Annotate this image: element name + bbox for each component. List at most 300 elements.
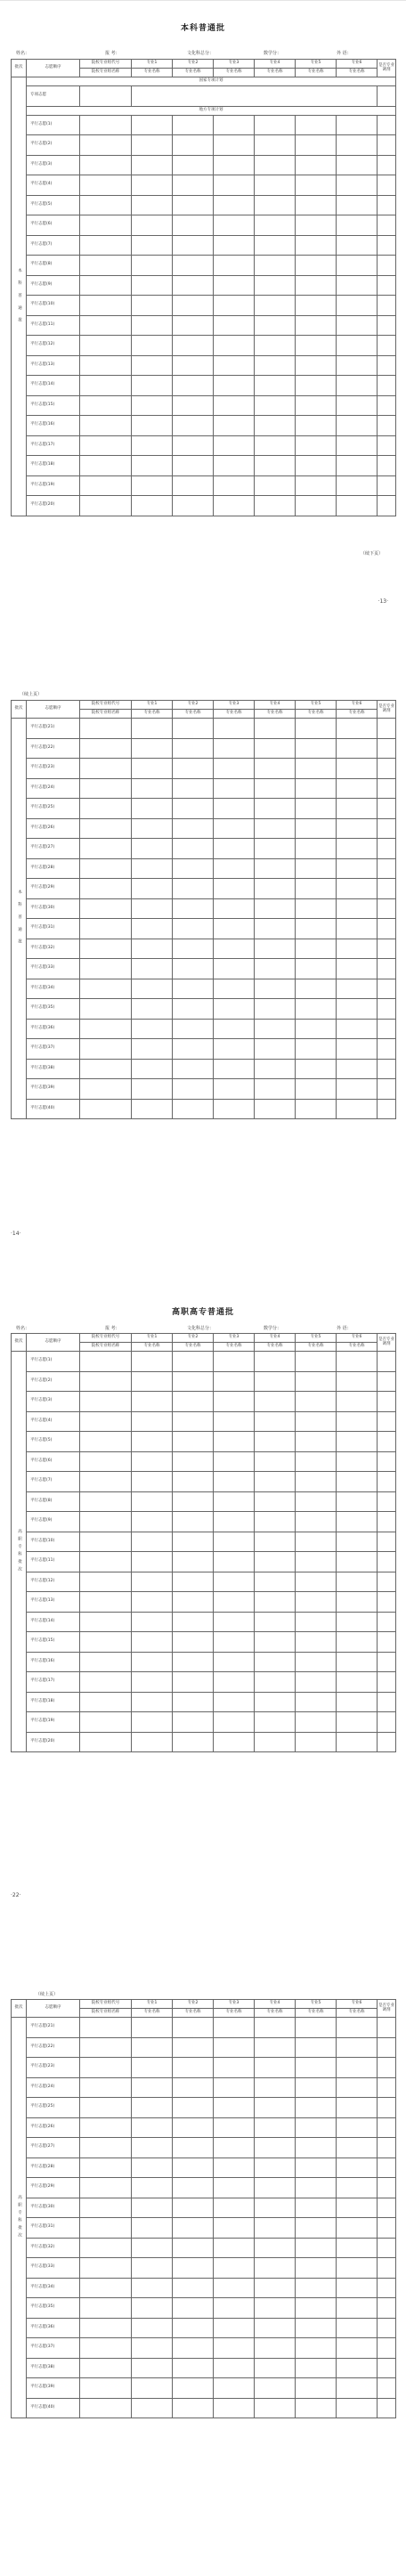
cell[interactable] <box>80 1652 132 1672</box>
cell[interactable] <box>80 2058 132 2078</box>
cell[interactable] <box>255 175 296 196</box>
cell[interactable] <box>80 999 132 1020</box>
cell[interactable] <box>132 939 173 959</box>
cell[interactable] <box>296 235 337 256</box>
cell[interactable] <box>296 1411 337 1432</box>
cell[interactable] <box>378 2398 396 2418</box>
cell[interactable] <box>378 1411 396 1432</box>
cell[interactable] <box>296 296 337 316</box>
cell[interactable] <box>173 818 214 839</box>
cell[interactable] <box>80 1079 132 1100</box>
cell[interactable] <box>337 2178 378 2198</box>
cell[interactable] <box>296 959 337 979</box>
cell[interactable] <box>255 256 296 276</box>
cell[interactable] <box>296 215 337 236</box>
cell[interactable] <box>255 195 296 215</box>
cell[interactable] <box>255 1059 296 1079</box>
cell[interactable] <box>296 395 337 416</box>
cell[interactable] <box>296 2018 337 2038</box>
cell[interactable] <box>80 2098 132 2118</box>
cell[interactable] <box>173 999 214 1020</box>
cell[interactable] <box>173 416 214 436</box>
cell[interactable] <box>378 919 396 939</box>
cell[interactable] <box>132 1491 173 1512</box>
cell[interactable] <box>255 1099 296 1119</box>
cell[interactable] <box>214 215 255 236</box>
cell[interactable] <box>80 215 132 236</box>
cell[interactable] <box>337 759 378 779</box>
cell[interactable] <box>378 858 396 879</box>
cell[interactable] <box>173 1612 214 1632</box>
cell[interactable] <box>132 959 173 979</box>
cell[interactable] <box>173 2198 214 2218</box>
cell[interactable] <box>132 2178 173 2198</box>
cell[interactable] <box>80 839 132 859</box>
cell[interactable] <box>255 759 296 779</box>
cell[interactable] <box>80 2138 132 2158</box>
cell[interactable] <box>337 115 378 135</box>
cell[interactable] <box>378 898 396 919</box>
cell[interactable] <box>337 2318 378 2338</box>
cell[interactable] <box>378 999 396 1020</box>
cell[interactable] <box>255 879 296 899</box>
cell[interactable] <box>378 336 396 356</box>
cell[interactable] <box>378 1491 396 1512</box>
cell[interactable] <box>80 1491 132 1512</box>
cell[interactable] <box>132 256 173 276</box>
cell[interactable] <box>214 2318 255 2338</box>
cell[interactable] <box>378 1572 396 1592</box>
cell[interactable] <box>337 496 378 516</box>
cell[interactable] <box>378 2098 396 2118</box>
cell[interactable] <box>173 1652 214 1672</box>
cell[interactable] <box>378 1552 396 1572</box>
cell[interactable] <box>296 475 337 496</box>
cell[interactable] <box>337 1411 378 1432</box>
cell[interactable] <box>214 858 255 879</box>
cell[interactable] <box>214 2298 255 2319</box>
cell[interactable] <box>255 2298 296 2319</box>
cell[interactable] <box>80 2117 132 2138</box>
cell[interactable] <box>255 1672 296 1693</box>
cell[interactable] <box>296 2238 337 2258</box>
cell[interactable] <box>132 1039 173 1060</box>
cell[interactable] <box>214 1592 255 1613</box>
cell[interactable] <box>255 355 296 376</box>
cell[interactable] <box>173 135 214 156</box>
cell[interactable] <box>80 2037 132 2058</box>
cell[interactable] <box>132 1692 173 1712</box>
cell[interactable] <box>173 1392 214 1412</box>
cell[interactable] <box>214 1411 255 1432</box>
cell[interactable] <box>80 818 132 839</box>
cell[interactable] <box>337 2258 378 2279</box>
cell[interactable] <box>214 1652 255 1672</box>
cell[interactable] <box>255 1432 296 1452</box>
cell[interactable] <box>214 738 255 759</box>
cell[interactable] <box>214 778 255 799</box>
cell[interactable] <box>132 395 173 416</box>
cell[interactable] <box>173 155 214 175</box>
cell[interactable] <box>132 738 173 759</box>
cell[interactable] <box>378 1352 396 1372</box>
cell[interactable] <box>80 296 132 316</box>
cell[interactable] <box>255 1371 296 1392</box>
cell[interactable] <box>80 1692 132 1712</box>
cell[interactable] <box>80 435 132 456</box>
cell[interactable] <box>173 959 214 979</box>
cell[interactable] <box>173 1512 214 1532</box>
cell[interactable] <box>378 2018 396 2038</box>
cell[interactable] <box>80 355 132 376</box>
cell[interactable] <box>378 2138 396 2158</box>
cell[interactable] <box>337 2077 378 2098</box>
cell[interactable] <box>255 2218 296 2239</box>
cell[interactable] <box>214 1432 255 1452</box>
cell[interactable] <box>296 1392 337 1412</box>
cell[interactable] <box>378 2058 396 2078</box>
cell[interactable] <box>378 2258 396 2279</box>
cell[interactable] <box>80 376 132 396</box>
cell[interactable] <box>296 1632 337 1653</box>
cell[interactable] <box>132 296 173 316</box>
cell[interactable] <box>296 858 337 879</box>
cell[interactable] <box>378 818 396 839</box>
cell[interactable] <box>337 135 378 156</box>
cell[interactable] <box>255 376 296 396</box>
cell[interactable] <box>337 1692 378 1712</box>
cell[interactable] <box>296 456 337 476</box>
cell[interactable] <box>173 2158 214 2178</box>
cell[interactable] <box>173 1532 214 1552</box>
cell[interactable] <box>132 2358 173 2378</box>
cell[interactable] <box>80 719 132 739</box>
cell[interactable] <box>80 2158 132 2178</box>
cell[interactable] <box>173 2037 214 2058</box>
cell[interactable] <box>132 1732 173 1752</box>
cell[interactable] <box>296 336 337 356</box>
cell[interactable] <box>255 1411 296 1432</box>
cell[interactable] <box>132 839 173 859</box>
cell[interactable] <box>80 2077 132 2098</box>
cell[interactable] <box>255 2158 296 2178</box>
cell[interactable] <box>214 1472 255 1492</box>
cell[interactable] <box>80 235 132 256</box>
cell[interactable] <box>173 1672 214 1693</box>
cell[interactable] <box>255 2238 296 2258</box>
cell[interactable] <box>378 86 396 107</box>
cell[interactable] <box>80 496 132 516</box>
cell[interactable] <box>80 1672 132 1693</box>
cell[interactable] <box>132 376 173 396</box>
cell[interactable] <box>173 1491 214 1512</box>
cell[interactable] <box>296 799 337 819</box>
cell[interactable] <box>214 256 255 276</box>
cell[interactable] <box>337 456 378 476</box>
cell[interactable] <box>173 1692 214 1712</box>
cell[interactable] <box>337 395 378 416</box>
cell[interactable] <box>378 1592 396 1613</box>
cell[interactable] <box>255 2378 296 2399</box>
cell[interactable] <box>378 1732 396 1752</box>
cell[interactable] <box>214 1712 255 1733</box>
cell[interactable] <box>337 2117 378 2138</box>
cell[interactable] <box>214 1552 255 1572</box>
cell[interactable] <box>255 799 296 819</box>
cell[interactable] <box>296 2398 337 2418</box>
cell[interactable] <box>296 2098 337 2118</box>
cell[interactable] <box>378 2158 396 2178</box>
cell[interactable] <box>378 155 396 175</box>
cell[interactable] <box>255 2058 296 2078</box>
cell[interactable] <box>337 315 378 336</box>
cell[interactable] <box>214 1632 255 1653</box>
cell[interactable] <box>337 355 378 376</box>
cell[interactable] <box>173 315 214 336</box>
cell[interactable] <box>378 738 396 759</box>
cell[interactable] <box>80 2258 132 2279</box>
cell[interactable] <box>80 759 132 779</box>
cell[interactable] <box>255 2037 296 2058</box>
cell[interactable] <box>296 1732 337 1752</box>
cell[interactable] <box>214 1512 255 1532</box>
cell[interactable] <box>378 1512 396 1532</box>
cell[interactable] <box>214 1019 255 1039</box>
cell[interactable] <box>337 1672 378 1693</box>
cell[interactable] <box>214 2398 255 2418</box>
cell[interactable] <box>337 858 378 879</box>
cell[interactable] <box>337 1019 378 1039</box>
cell[interactable] <box>173 456 214 476</box>
cell[interactable] <box>296 1532 337 1552</box>
cell[interactable] <box>296 135 337 156</box>
cell[interactable] <box>255 818 296 839</box>
cell[interactable] <box>378 2238 396 2258</box>
cell[interactable] <box>378 195 396 215</box>
cell[interactable] <box>255 2278 296 2298</box>
cell[interactable] <box>296 376 337 396</box>
cell[interactable] <box>132 1019 173 1039</box>
cell[interactable] <box>378 256 396 276</box>
cell[interactable] <box>132 2238 173 2258</box>
cell[interactable] <box>296 839 337 859</box>
cell[interactable] <box>337 2218 378 2239</box>
cell[interactable] <box>378 2338 396 2359</box>
cell[interactable] <box>337 2398 378 2418</box>
cell[interactable] <box>296 898 337 919</box>
cell[interactable] <box>80 1472 132 1492</box>
cell[interactable] <box>296 979 337 999</box>
cell[interactable] <box>296 738 337 759</box>
cell[interactable] <box>214 1352 255 1372</box>
cell[interactable] <box>378 115 396 135</box>
cell[interactable] <box>214 2378 255 2399</box>
cell[interactable] <box>214 759 255 779</box>
cell[interactable] <box>337 336 378 356</box>
cell[interactable] <box>80 315 132 336</box>
cell[interactable] <box>214 2178 255 2198</box>
cell[interactable] <box>337 195 378 215</box>
cell[interactable] <box>214 1491 255 1512</box>
cell[interactable] <box>255 416 296 436</box>
cell[interactable] <box>173 1472 214 1492</box>
cell[interactable] <box>337 256 378 276</box>
cell[interactable] <box>80 1512 132 1532</box>
cell[interactable] <box>214 818 255 839</box>
cell[interactable] <box>80 2298 132 2319</box>
cell[interactable] <box>378 879 396 899</box>
cell[interactable] <box>173 1592 214 1613</box>
cell[interactable] <box>173 2338 214 2359</box>
cell[interactable] <box>296 2037 337 2058</box>
cell[interactable] <box>378 2358 396 2378</box>
cell[interactable] <box>255 496 296 516</box>
cell[interactable] <box>173 355 214 376</box>
cell[interactable] <box>255 2077 296 2098</box>
cell[interactable] <box>378 496 396 516</box>
cell[interactable] <box>214 2138 255 2158</box>
cell[interactable] <box>378 2298 396 2319</box>
cell[interactable] <box>80 1039 132 1060</box>
cell[interactable] <box>214 879 255 899</box>
cell[interactable] <box>378 376 396 396</box>
cell[interactable] <box>296 1451 337 1472</box>
cell[interactable] <box>255 1491 296 1512</box>
cell[interactable] <box>337 2238 378 2258</box>
cell[interactable] <box>255 898 296 919</box>
cell[interactable] <box>132 86 378 107</box>
cell[interactable] <box>132 1652 173 1672</box>
cell[interactable] <box>214 1099 255 1119</box>
cell[interactable] <box>132 719 173 739</box>
cell[interactable] <box>173 2378 214 2399</box>
cell[interactable] <box>214 195 255 215</box>
cell[interactable] <box>214 1371 255 1392</box>
cell[interactable] <box>337 818 378 839</box>
cell[interactable] <box>296 759 337 779</box>
cell[interactable] <box>173 738 214 759</box>
cell[interactable] <box>173 2238 214 2258</box>
cell[interactable] <box>80 1451 132 1472</box>
cell[interactable] <box>132 2098 173 2118</box>
cell[interactable] <box>132 898 173 919</box>
cell[interactable] <box>80 959 132 979</box>
cell[interactable] <box>132 315 173 336</box>
cell[interactable] <box>378 759 396 779</box>
cell[interactable] <box>255 336 296 356</box>
cell[interactable] <box>255 2258 296 2279</box>
cell[interactable] <box>296 1612 337 1632</box>
cell[interactable] <box>337 1079 378 1100</box>
cell[interactable] <box>378 1532 396 1552</box>
cell[interactable] <box>296 1039 337 1060</box>
cell[interactable] <box>214 1612 255 1632</box>
cell[interactable] <box>80 919 132 939</box>
cell[interactable] <box>132 456 173 476</box>
cell[interactable] <box>296 778 337 799</box>
cell[interactable] <box>255 1019 296 1039</box>
cell[interactable] <box>173 2018 214 2038</box>
cell[interactable] <box>214 2158 255 2178</box>
cell[interactable] <box>255 2198 296 2218</box>
cell[interactable] <box>296 1512 337 1532</box>
cell[interactable] <box>214 115 255 135</box>
cell[interactable] <box>214 1392 255 1412</box>
cell[interactable] <box>255 315 296 336</box>
cell[interactable] <box>173 275 214 296</box>
cell[interactable] <box>132 2058 173 2078</box>
cell[interactable] <box>173 858 214 879</box>
cell[interactable] <box>378 1392 396 1412</box>
cell[interactable] <box>132 858 173 879</box>
cell[interactable] <box>80 898 132 919</box>
cell[interactable] <box>214 1059 255 1079</box>
cell[interactable] <box>80 2338 132 2359</box>
cell[interactable] <box>173 1411 214 1432</box>
cell[interactable] <box>378 416 396 436</box>
cell[interactable] <box>173 2258 214 2279</box>
cell[interactable] <box>378 296 396 316</box>
cell[interactable] <box>214 275 255 296</box>
cell[interactable] <box>378 1451 396 1472</box>
cell[interactable] <box>296 818 337 839</box>
cell[interactable] <box>132 919 173 939</box>
cell[interactable] <box>214 1079 255 1100</box>
cell[interactable] <box>378 456 396 476</box>
cell[interactable] <box>173 2098 214 2118</box>
cell[interactable] <box>214 336 255 356</box>
cell[interactable] <box>214 1672 255 1693</box>
cell[interactable] <box>132 1099 173 1119</box>
cell[interactable] <box>255 1512 296 1532</box>
cell[interactable] <box>132 275 173 296</box>
cell[interactable] <box>255 979 296 999</box>
cell[interactable] <box>80 395 132 416</box>
cell[interactable] <box>132 1592 173 1613</box>
cell[interactable] <box>337 1371 378 1392</box>
cell[interactable] <box>337 2198 378 2218</box>
cell[interactable] <box>378 135 396 156</box>
cell[interactable] <box>378 979 396 999</box>
cell[interactable] <box>80 416 132 436</box>
cell[interactable] <box>173 215 214 236</box>
cell[interactable] <box>337 1632 378 1653</box>
cell[interactable] <box>337 1491 378 1512</box>
cell[interactable] <box>132 215 173 236</box>
cell[interactable] <box>337 2338 378 2359</box>
cell[interactable] <box>337 296 378 316</box>
cell[interactable] <box>255 738 296 759</box>
cell[interactable] <box>132 1612 173 1632</box>
cell[interactable] <box>337 1039 378 1060</box>
cell[interactable] <box>214 355 255 376</box>
cell[interactable] <box>378 2178 396 2198</box>
cell[interactable] <box>337 1552 378 1572</box>
cell[interactable] <box>296 719 337 739</box>
cell[interactable] <box>378 1652 396 1672</box>
cell[interactable] <box>173 898 214 919</box>
cell[interactable] <box>173 2117 214 2138</box>
cell[interactable] <box>255 2318 296 2338</box>
cell[interactable] <box>132 195 173 215</box>
cell[interactable] <box>214 235 255 256</box>
cell[interactable] <box>214 2117 255 2138</box>
cell[interactable] <box>337 839 378 859</box>
cell[interactable] <box>337 1099 378 1119</box>
cell[interactable] <box>173 2077 214 2098</box>
cell[interactable] <box>337 2098 378 2118</box>
cell[interactable] <box>173 919 214 939</box>
